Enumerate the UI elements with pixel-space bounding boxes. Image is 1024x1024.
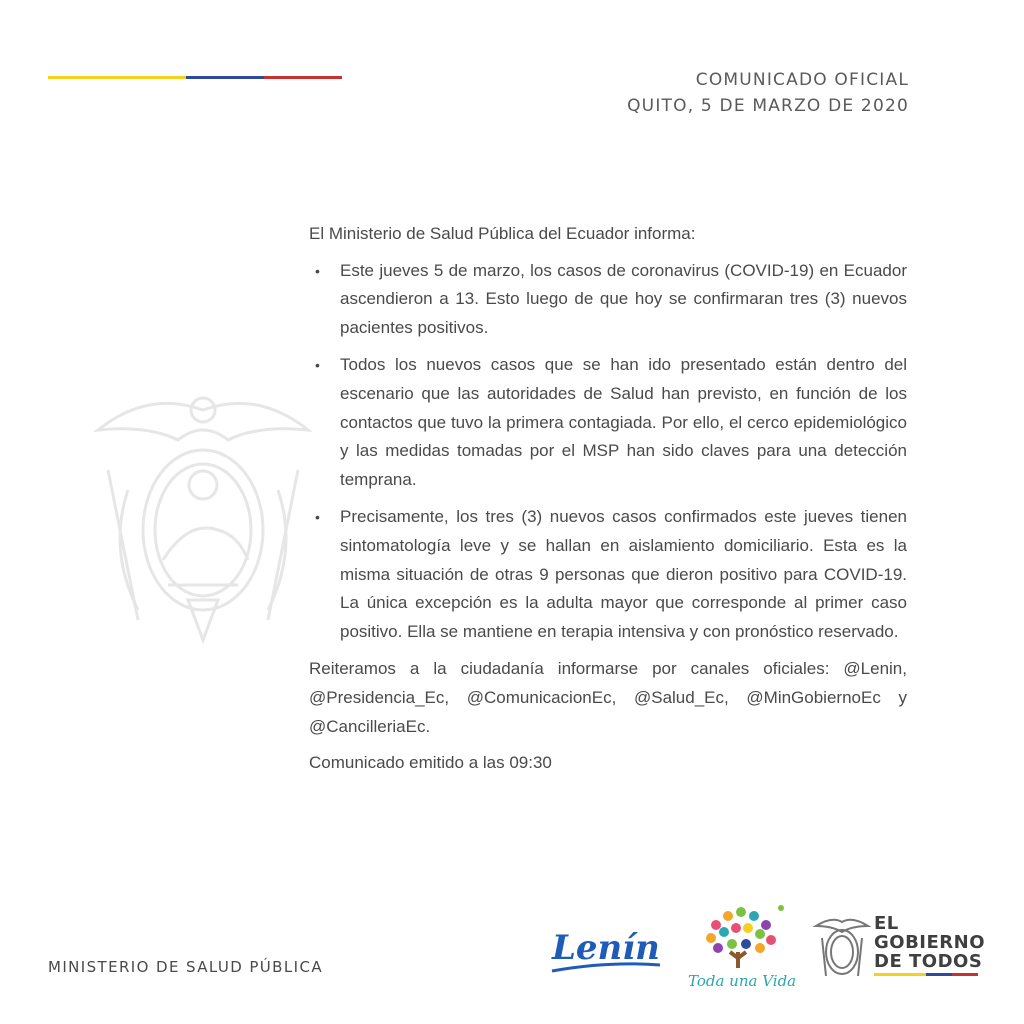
gobierno-line-2: GOBIERNO [874,932,986,953]
header-date: QUITO, 5 DE MARZO DE 2020 [627,96,909,116]
lenin-logo-text: Lenín [552,928,660,968]
gobierno-flag-bar [874,973,978,976]
gobierno-de-todos-text [874,914,985,971]
toda-una-vida-caption: Toda una Vida [688,972,797,990]
bullet-item: • Todos los nuevos casos que se han ido presentado están dentro del escenario que las autoridades de Salud han previsto, en función de los contactos que tuvo la primera contagiada. Por ello, el cerco epidemiológico y las medidas tomadas por el MSP han sido claves para una detección temprana. [309,351,907,494]
document-header [627,67,909,119]
gobierno-line-3: DE TODOS [874,951,983,972]
gobierno-blue-stripe [926,973,952,976]
bullet-list [309,257,907,647]
reiteration-text: Reiteramos a la ciudadanía informarse por canales oficiales: @Lenin, @Presidencia_Ec, @ComunicacionEc, @Salud_Ec, @MinGobiernoEc y @CancilleriaEc. [309,659,907,736]
communique-body [309,220,907,786]
header-title: COMUNICADO OFICIAL [695,70,909,90]
bullet-item: • Precisamente, los tres (3) nuevos casos confirmados este jueves tienen sintomatología leve y se hallan en aislamiento domiciliario. Esta es la misma situación de otras 9 personas que dieron positivo para COVID-19. La única excepción es la adulta mayor que corresponde al primer caso positivo. Ella se mantiene en terapia intensiva y con pronóstico reservado. [309,503,907,646]
flag-yellow-stripe [48,76,186,79]
flag-blue-stripe [186,76,264,79]
issued-time-text: Comunicado emitido a las 09:30 [309,753,552,773]
flag-color-bar [48,76,342,79]
gobierno-yellow-stripe [874,973,926,976]
coat-of-arms-watermark-icon [88,370,318,650]
bullet-item: • Este jueves 5 de marzo, los casos de coronavirus (COVID-19) en Ecuador ascendieron a 13. Esto luego de que hoy se confirmaran tres (3) nuevos pacientes positivos. [309,257,907,343]
ministry-name: MINISTERIO DE SALUD PÚBLICA [48,958,323,976]
gobierno-line-1: EL [874,913,899,934]
intro-text: El Ministerio de Salud Pública del Ecuador informa: [309,224,696,243]
flag-red-stripe [264,76,342,79]
gobierno-red-stripe [952,973,978,976]
lenin-logo-icon [548,915,666,985]
